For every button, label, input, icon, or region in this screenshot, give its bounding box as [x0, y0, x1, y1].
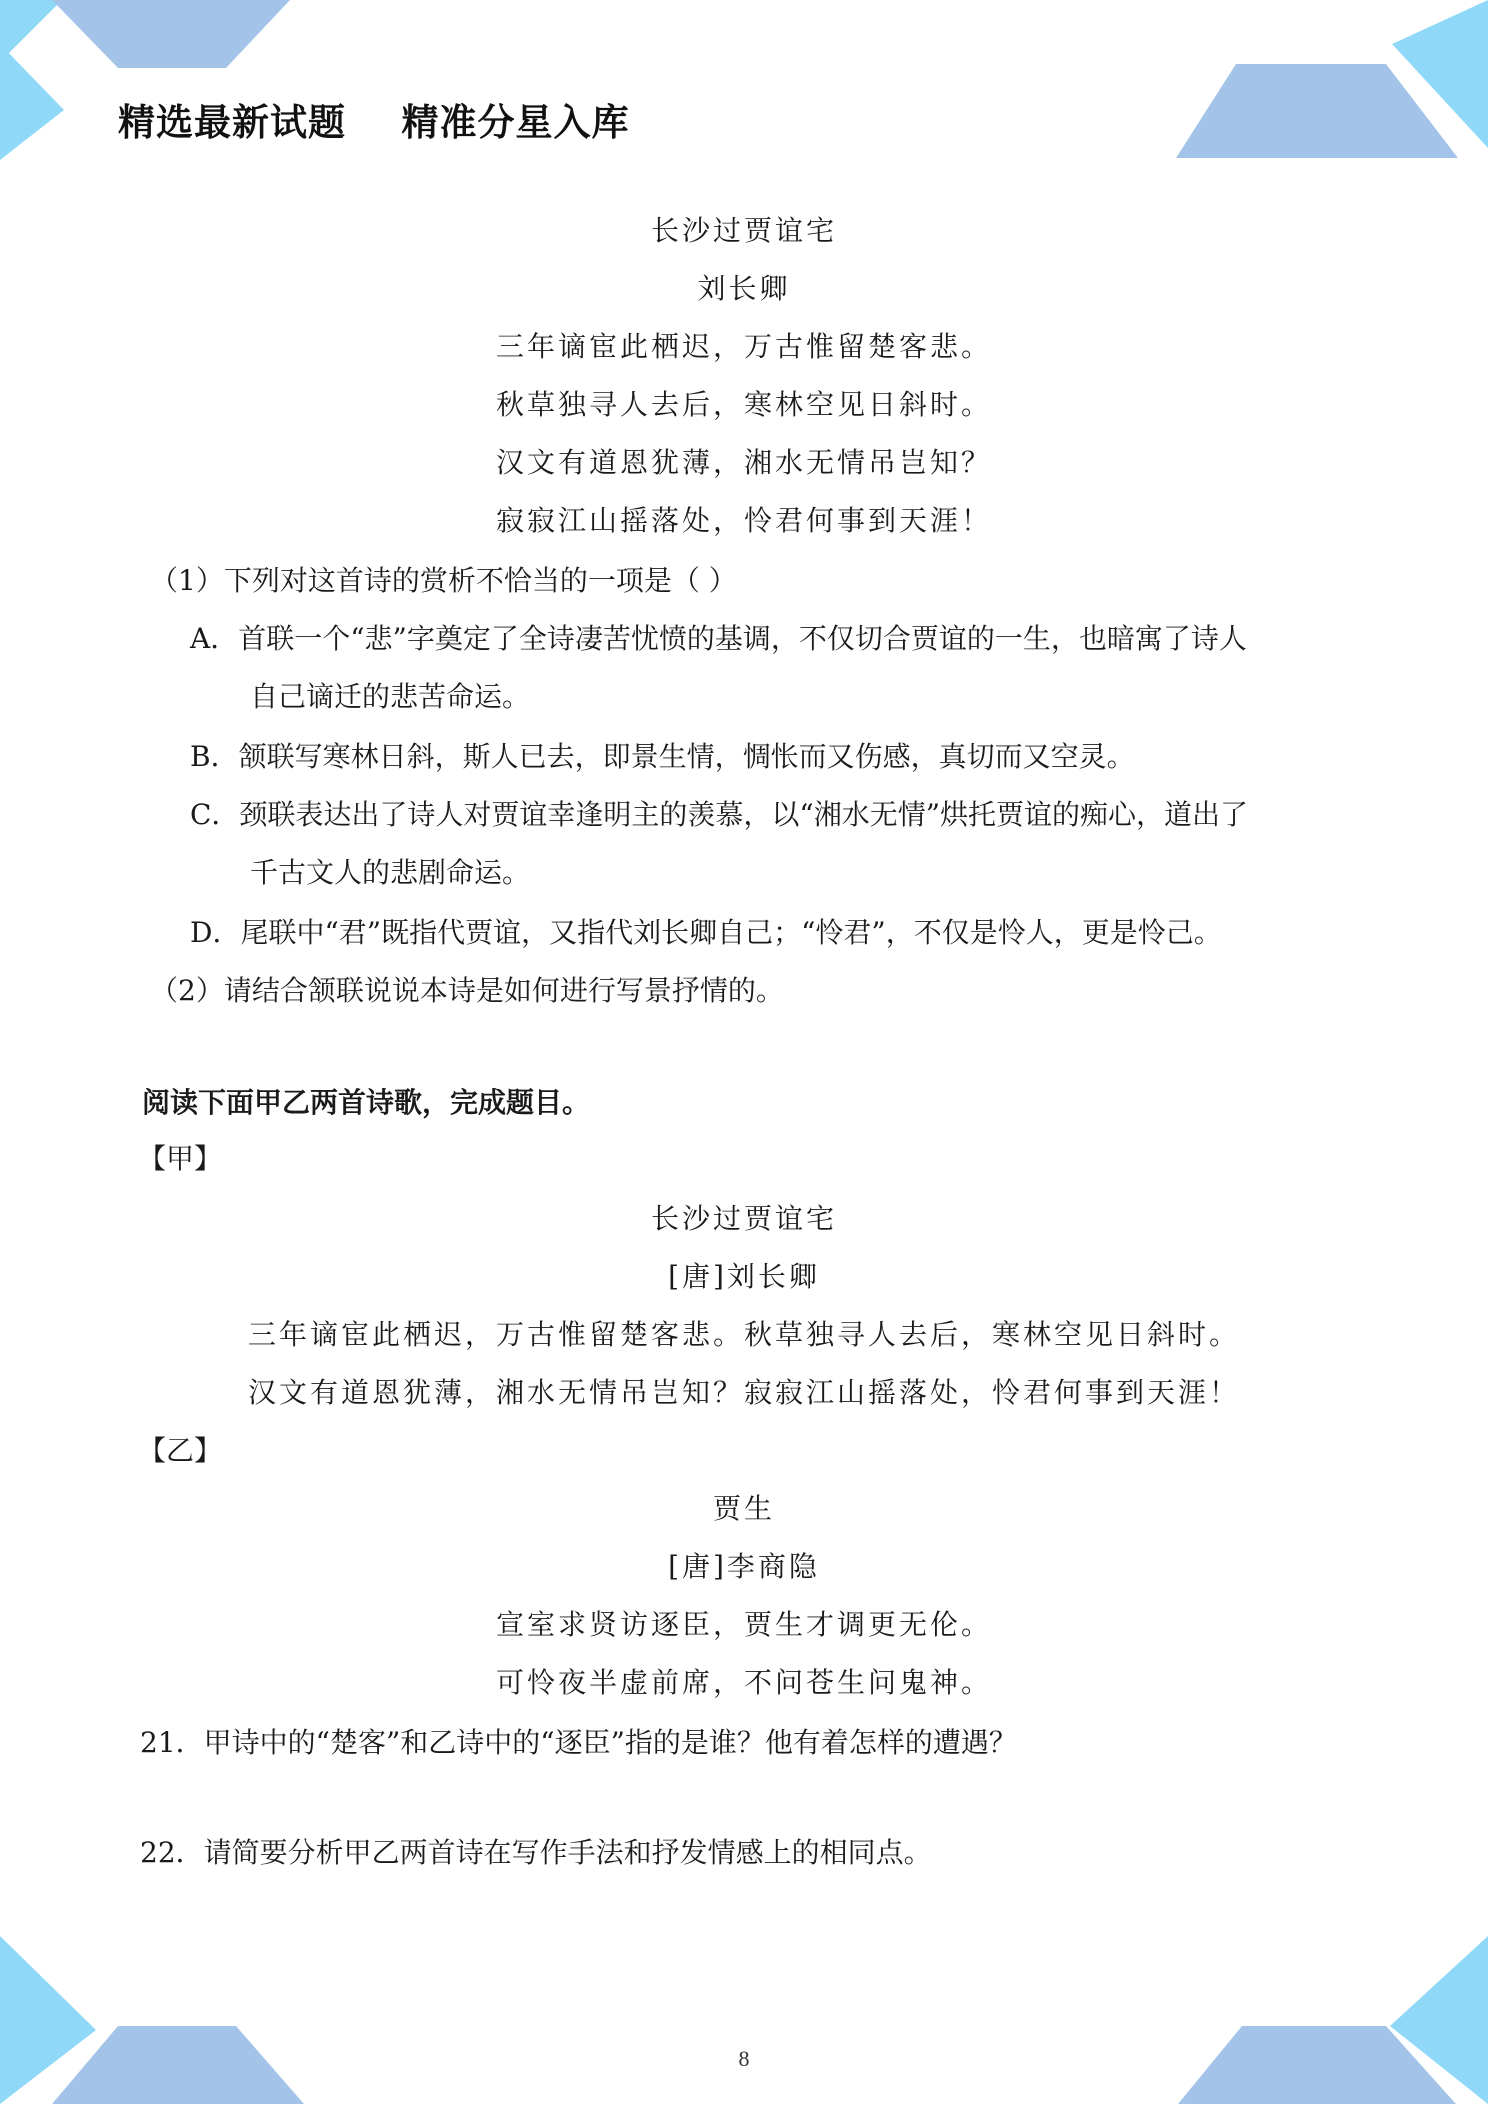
corner-triangle-top-left-2 [0, 44, 64, 160]
option-b: B．颔联写寒林日斜，斯人已去，即景生情，惆怅而又伤感，真切而又空灵。 [190, 740, 1135, 773]
option-c-line2: 千古文人的悲剧命运。 [250, 856, 531, 889]
question-21: 21．甲诗中的“楚客”和乙诗中的“逐臣”指的是谁？他有着怎样的遭遇？ [140, 1726, 1017, 1759]
corner-trapezoid-top-left [52, 0, 290, 68]
label-yi: 【乙】 [138, 1434, 223, 1467]
option-d: D．尾联中“君”既指代贾谊，又指代刘长卿自己；“怜君”，不仅是怜人，更是怜己。 [190, 916, 1222, 949]
label-jia: 【甲】 [138, 1142, 223, 1175]
question-22: 22．请简要分析甲乙两首诗在写作手法和抒发情感上的相同点。 [140, 1836, 932, 1869]
poem-jia-title: 长沙过贾谊宅 [650, 1202, 837, 1235]
option-a-line1: A．首联一个“悲”字奠定了全诗凄苦忧愤的基调，不仅切合贾谊的一生，也暗寓了诗人 [190, 622, 1247, 655]
poem-line: 汉文有道恩犹薄，湘水无情吊岂知？ [495, 446, 992, 479]
poem-title: 长沙过贾谊宅 [650, 214, 837, 247]
header-title: 精选最新试题 精准分星入库 [118, 101, 630, 144]
poem-yi-line: 宣室求贤访逐臣，贾生才调更无伦。 [495, 1608, 992, 1641]
option-c-line1: C．颈联表达出了诗人对贾谊幸逢明主的羡慕，以“湘水无情”烘托贾谊的痴心，道出了 [190, 798, 1249, 831]
corner-trapezoid-top-right [1176, 64, 1458, 158]
poem-jia-line: 三年谪宦此栖迟，万古惟留楚客悲。秋草独寻人去后，寒林空见日斜时。 [247, 1318, 1240, 1351]
poem-line: 秋草独寻人去后，寒林空见日斜时。 [495, 388, 992, 421]
poem-line: 寂寂江山摇落处，怜君何事到天涯！ [495, 504, 992, 537]
question-1-stem: （1）下列对这首诗的赏析不恰当的一项是（ ） [150, 564, 737, 597]
poem-author: 刘长卿 [697, 272, 791, 305]
poem-line: 三年谪宦此栖迟，万古惟留楚客悲。 [495, 330, 992, 363]
question-2-stem: （2）请结合颔联说说本诗是如何进行写景抒情的。 [150, 974, 784, 1007]
poem-yi-line: 可怜夜半虚前席，不问苍生问鬼神。 [495, 1666, 992, 1699]
poem-jia-author: [唐]刘长卿 [668, 1260, 820, 1293]
section-title: 阅读下面甲乙两首诗歌，完成题目。 [142, 1086, 591, 1119]
option-a-line2: 自己谪迁的悲苦命运。 [250, 680, 531, 713]
poem-yi-author: [唐]李商隐 [668, 1550, 820, 1583]
poem-yi-title: 贾生 [712, 1492, 775, 1525]
page-number: 8 [738, 2046, 750, 2071]
poem-jia-line: 汉文有道恩犹薄，湘水无情吊岂知？寂寂江山摇落处，怜君何事到天涯！ [247, 1376, 1240, 1409]
corner-triangle-top-left [0, 0, 62, 62]
